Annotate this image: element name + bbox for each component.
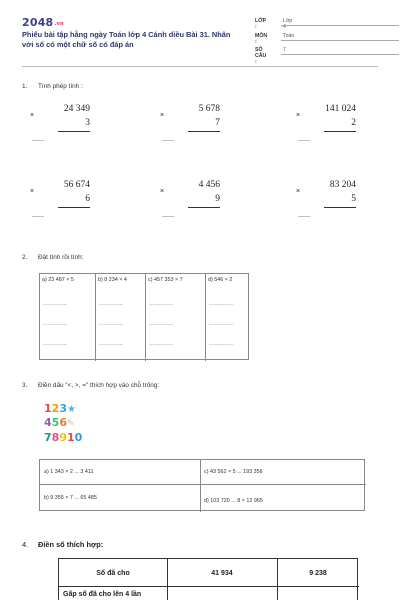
cell-label: d) 546 × 2 <box>208 277 233 283</box>
question-number: 4. <box>22 540 29 549</box>
answer-dots: ...................... <box>99 341 123 347</box>
class-value: Lớp 4 <box>283 18 293 30</box>
mult-problem <box>296 180 356 230</box>
answer-dots: ...................... <box>43 321 67 327</box>
answer-dots: ...................... <box>209 341 233 347</box>
answer-dots: ...................... <box>99 321 123 327</box>
multiplicand: 56 674 <box>63 180 90 190</box>
subject-label: MÔN : <box>255 33 268 45</box>
table-cell <box>96 274 146 361</box>
table-divider <box>277 559 278 600</box>
question-prompt: Tính phép tính : <box>38 83 83 90</box>
answer-dots: ...................... <box>209 301 233 307</box>
multiplier: 5 <box>351 194 356 204</box>
mult-problem <box>30 180 90 230</box>
value-cell: 9 238 <box>309 569 327 577</box>
table-divider <box>40 484 366 485</box>
multiplicand: 141 024 <box>325 104 356 114</box>
deco-row: 123★ <box>44 402 76 415</box>
multiplier: 3 <box>85 118 90 128</box>
comparison-item: d) 103 720 ... 8 × 12 965 <box>204 498 263 504</box>
answer-dots: ...................... <box>149 321 173 327</box>
underline <box>58 207 90 208</box>
row-label: Gấp số đã cho lên 4 lần <box>63 591 142 598</box>
worksheet-title: Phiếu bài tập hằng ngày Toán lớp 4 Cánh diều Bài 31. Nhân với số có một chữ số có đáp án <box>22 30 231 49</box>
question-prompt: Điền số thích hợp: <box>38 540 104 549</box>
times-sign: × <box>30 188 35 195</box>
underline <box>188 131 220 132</box>
mult-problem <box>160 180 220 230</box>
multiplicand: 83 204 <box>329 180 356 190</box>
count-label: SỐ CÂU : <box>255 47 267 65</box>
underline <box>188 207 220 208</box>
mult-problem <box>30 104 90 154</box>
mult-problem <box>160 104 220 154</box>
table-cell <box>146 274 206 361</box>
answer-dots: ...................... <box>209 321 233 327</box>
deco-row: 456✎ <box>44 416 75 429</box>
answer-dots: ............ <box>298 213 310 219</box>
class-line <box>281 25 399 26</box>
decorative-numbers-image <box>44 402 96 450</box>
comparison-item: b) 9 355 × 7 ... 65 485 <box>44 495 97 501</box>
comparison-table <box>39 459 365 511</box>
times-sign: × <box>296 188 301 195</box>
value-cell: 41 934 <box>211 569 233 577</box>
underline <box>324 131 356 132</box>
comparison-item: c) 43 562 × 5 ... 193 356 <box>204 469 263 475</box>
question-number: 2. <box>22 254 28 261</box>
logo-text: 2048 <box>22 16 54 29</box>
multiplier: 6 <box>85 194 90 204</box>
answer-dots: ............ <box>162 137 174 143</box>
question-4 <box>22 540 103 549</box>
times-sign: × <box>160 188 165 195</box>
answer-dots: ...................... <box>149 341 173 347</box>
times-sign: × <box>296 112 301 119</box>
multiplicand: 5 678 <box>198 104 220 114</box>
logo-tld: .vn <box>54 21 64 27</box>
times-sign: × <box>160 112 165 119</box>
subject-line <box>281 40 399 41</box>
header-cell: Số đã cho <box>96 569 130 577</box>
multiplicand: 24 349 <box>63 104 90 114</box>
table-cell <box>40 274 96 361</box>
answer-dots: ...................... <box>43 341 67 347</box>
subject-value: Toán <box>283 33 295 39</box>
answer-dots: ............ <box>162 213 174 219</box>
cell-label: b) 8 234 × 4 <box>98 277 127 283</box>
class-label: LỚP : <box>255 18 266 30</box>
question-number: 3. <box>22 382 28 389</box>
multiplier: 9 <box>215 194 220 204</box>
answer-dots: ............ <box>32 137 44 143</box>
question-3 <box>22 382 159 389</box>
fill-number-table <box>58 558 358 600</box>
question-2 <box>22 254 83 261</box>
answer-dots: ...................... <box>43 301 67 307</box>
comparison-item: a) 1 343 × 2 ... 3 411 <box>44 469 94 475</box>
underline <box>324 207 356 208</box>
answer-dots: ............ <box>32 213 44 219</box>
multiplier: 2 <box>351 118 356 128</box>
count-value: 7 <box>283 47 286 53</box>
site-logo[interactable] <box>22 16 64 29</box>
answer-dots: ............ <box>298 137 310 143</box>
question-prompt: Điền dấu "<, >, =" thích hợp vào chỗ trống: <box>38 382 160 389</box>
table-divider <box>167 559 168 600</box>
table-cell <box>206 274 250 361</box>
count-line <box>281 54 399 55</box>
mult-problem <box>296 104 356 154</box>
question-1 <box>22 83 83 90</box>
header-divider <box>22 66 378 67</box>
answer-dots: ...................... <box>99 301 123 307</box>
question-number: 1. <box>22 83 28 90</box>
multiplier: 7 <box>215 118 220 128</box>
question-prompt: Đặt tính rồi tính: <box>38 254 84 261</box>
answer-dots: ...................... <box>149 301 173 307</box>
deco-row: 78910 <box>44 431 83 444</box>
multiplicand: 4 456 <box>198 180 220 190</box>
cell-label: a) 23 487 × 5 <box>42 277 74 283</box>
underline <box>58 131 90 132</box>
cell-label: c) 457 353 × 7 <box>148 277 183 283</box>
computation-table <box>39 273 249 360</box>
table-divider <box>200 460 201 512</box>
times-sign: × <box>30 112 35 119</box>
